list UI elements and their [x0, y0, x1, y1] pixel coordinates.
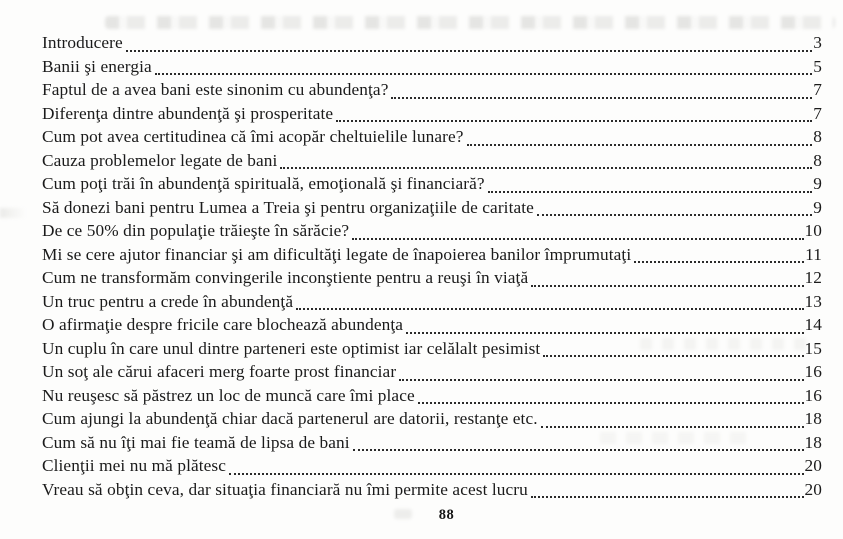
toc-entry	[42, 292, 822, 316]
toc-entry	[42, 245, 822, 269]
toc-entry	[42, 409, 822, 433]
toc-entry-page-number: 12	[804, 268, 822, 287]
dot-leader	[467, 144, 813, 146]
toc-entry-title: Cum pot avea certitudinea că îmi acopăr cheltuielile lunare?	[42, 127, 464, 146]
dot-leader	[418, 402, 804, 404]
toc-entry	[42, 386, 822, 410]
toc-entry-title: Faptul de a avea bani este sinonim cu abundenţa?	[42, 80, 389, 99]
toc-entry-title: Diferenţa dintre abundenţă şi prosperitate	[42, 103, 334, 123]
dot-leader	[531, 496, 804, 498]
dot-leader	[353, 449, 804, 451]
dot-leader	[126, 50, 813, 52]
toc-entry-title: Cum ajungi la abundenţă chiar dacă partenerul are datorii, restanţe etc.	[42, 409, 538, 428]
toc-entry	[42, 268, 822, 292]
dot-leader	[537, 214, 812, 216]
toc-entry	[42, 104, 822, 128]
toc-entry-title: Introducere	[42, 33, 123, 52]
toc-entry	[42, 198, 822, 222]
toc-entry	[42, 80, 822, 104]
toc-entry-page-number: 7	[813, 103, 822, 123]
toc-entry-page-number: 20	[804, 479, 822, 499]
toc-entry-page-number: 9	[813, 174, 822, 193]
toc-entry-title: Banii şi energia	[42, 56, 152, 76]
toc-entry-page-number: 3	[813, 33, 822, 52]
dot-leader	[391, 97, 812, 99]
toc-entry-title: Cum ne transformăm convingerile inconştiente pentru a reuşi în viaţă	[42, 268, 529, 287]
toc-entry-page-number: 9	[813, 197, 822, 217]
toc-entry	[42, 339, 822, 363]
dot-leader	[399, 379, 803, 381]
toc-entry-page-number: 14	[804, 315, 822, 334]
toc-entry	[42, 362, 822, 386]
toc-entry-page-number: 18	[804, 409, 822, 428]
toc-entry-page-number: 5	[813, 56, 822, 76]
toc-entry-title: Vreau să obţin ceva, dar situaţia financiară nu îmi permite acest lucru	[42, 479, 528, 499]
toc-entry-title: Nu reuşesc să păstrez un loc de muncă care îmi place	[42, 385, 415, 405]
dot-leader	[543, 355, 803, 357]
bleedthrough-smudge-top	[105, 16, 835, 29]
dot-leader	[634, 261, 804, 263]
toc-entry-page-number: 18	[804, 432, 822, 452]
toc-entry-title: Cum poţi trăi în abundenţă spirituală, emoţională şi financiară?	[42, 174, 485, 193]
dot-leader	[352, 238, 803, 240]
toc-entry-page-number: 13	[804, 291, 822, 311]
dot-leader	[229, 473, 804, 475]
toc-entry	[42, 174, 822, 198]
dot-leader	[531, 285, 803, 287]
dot-leader	[406, 332, 803, 334]
dot-leader	[488, 191, 813, 193]
toc-entry-page-number: 7	[813, 80, 822, 99]
toc-entry-title: O afirmaţie despre fricile care blochează abundenţa	[42, 315, 404, 334]
toc-entry	[42, 315, 822, 339]
toc-entry-title: Cum să nu îţi mai fie teamă de lipsa de bani	[42, 432, 350, 452]
dot-leader	[336, 120, 812, 122]
toc-entry	[42, 433, 822, 457]
toc-entry-title: Cauza problemelor legate de bani	[42, 150, 278, 170]
toc-entry-page-number: 11	[805, 244, 822, 264]
toc-entry-title: Mi se cere ajutor financiar şi am dificultăţi legate de înapoierea banilor împrumutaţi	[42, 244, 632, 264]
toc-entry	[42, 151, 822, 175]
toc-entry-title: Clienţii mei nu mă plătesc	[42, 456, 227, 475]
toc-entry-page-number: 10	[804, 221, 822, 240]
toc-entry-page-number: 15	[804, 338, 822, 358]
toc-entry-title: Un soţ ale cărui afaceri merg foarte prost financiar	[42, 362, 397, 381]
toc-entry	[42, 221, 822, 245]
toc-entry-page-number: 16	[804, 362, 822, 381]
toc-entry	[42, 456, 822, 480]
toc-entry-title: De ce 50% din populaţie trăieşte în sărăcie?	[42, 221, 350, 240]
toc-list	[42, 33, 822, 503]
toc-entry	[42, 57, 822, 81]
dot-leader	[541, 426, 804, 428]
dot-leader	[155, 73, 813, 75]
bleedthrough-smudge-left-edge	[0, 208, 26, 218]
toc-entry-title: Un truc pentru a crede în abundenţă	[42, 291, 294, 311]
toc-entry-page-number: 20	[804, 456, 822, 475]
toc-entry	[42, 127, 822, 151]
toc-entry-title: Un cuplu în care unul dintre parteneri este optimist iar celălalt pesimist	[42, 338, 541, 358]
toc-entry	[42, 33, 822, 57]
toc-entry	[42, 480, 822, 504]
dot-leader	[296, 308, 803, 310]
toc-entry-page-number: 8	[813, 127, 822, 146]
toc-entry-page-number: 16	[804, 385, 822, 405]
toc-entry-page-number: 8	[813, 150, 822, 170]
page-number: 88	[438, 507, 455, 523]
dot-leader	[280, 167, 812, 169]
toc-entry-title: Să donezi bani pentru Lumea a Treia şi pentru organizaţiile de caritate	[42, 197, 534, 217]
